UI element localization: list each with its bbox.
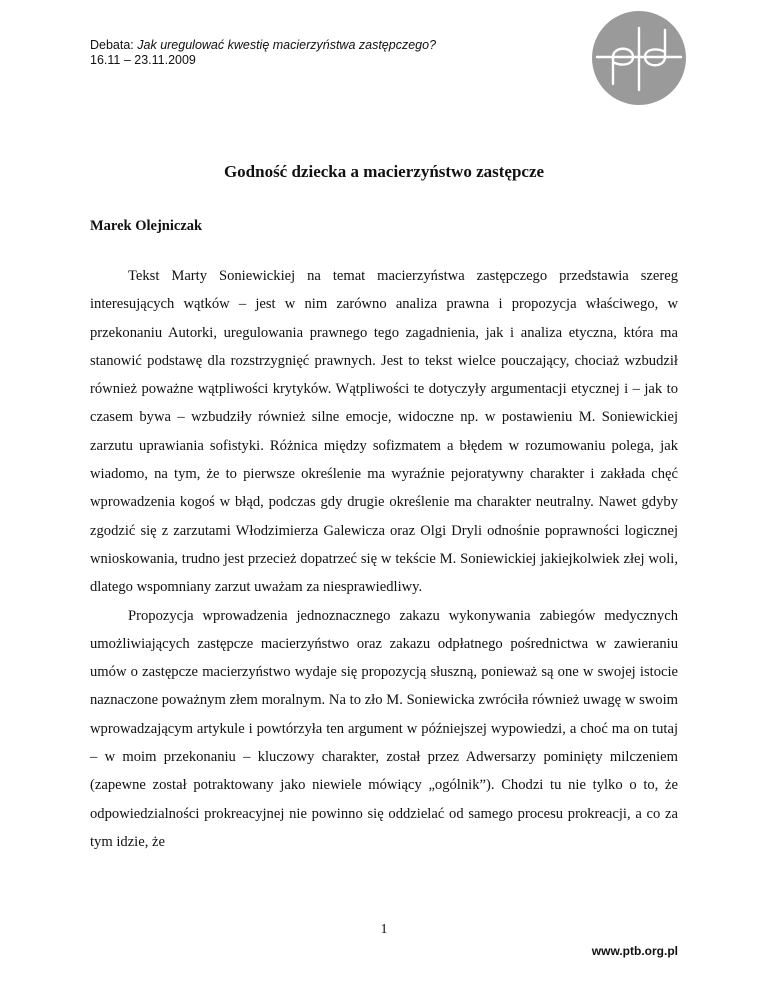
paragraph: Tekst Marty Soniewickiej na temat macierzyństwa zastępczego przedstawia szereg interesujących wątków – jest w nim zarówno analiza prawna i propozycja właściwego, w przekonaniu Autorki, uregulowania prawnego tego zagadnienia, jak i analiza etyczna, która ma stanowić podstawę dla rozstrzygnięć prawnych. Jest to tekst wielce pouczający, chociaż wzbudził również poważne wątpliwości krytyków. Wątpliwości te dotyczyły argumentacji etycznej i – jak to czasem bywa – wzbudziły również silne emocje, widoczne np. w postawieniu M. Soniewickiej zarzutu uprawiania sofistyki. Różnica między sofizmatem a błędem w rozumowaniu polega, jak wiadomo, na tym, że to pierwsze określenie ma wyraźnie pejoratywny charakter i zakłada chęć wprowadzenia kogoś w błąd, podczas gdy drugie określenie ma charakter neutralny. Nawet gdyby zgodzić się z zarzutami Włodzimierza Galewicza oraz Olgi Dryli odnośnie poprawności logicznej wnioskowania, trudno jest przecież dopatrzeć się w tekście M. Soniewickiej jakiejkolwiek złej woli, dlatego wspomniany zarzut uważam za niesprawiedliwy.	[90, 268, 678, 596]
paragraph: Propozycja wprowadzenia jednoznacznego zakazu wykonywania zabiegów medycznych umożliwiających zastępcze macierzyństwo oraz zakazu odpłatnego pośrednictwa w zawieraniu umów o zastępcze macierzyństwo wydaje się propozycją słuszną, ponieważ są one w swojej istocie naznaczone poważnym złem moralnym. Na to zło M. Soniewicka zwróciła również uwagę w swoim wprowadzającym artykule i powtórzyła ten argument w późniejszej wypowiedzi, a choć ma on tutaj – w moim przekonaniu – kluczowy charakter, został przez Adwersarzy pominięty milczeniem (zapewne został potraktowany jako niewiele mówiący „ogólnik”). Chodzi tu nie tylko o to, że odpowiedzialności prokreacyjnej nie powinno się oddzielać od samego procesu prokreacji, a co za tym idzie, że	[90, 607, 678, 850]
website-url: www.ptb.org.pl	[591, 944, 678, 958]
article-body	[90, 262, 678, 856]
article-title: Godność dziecka a macierzyństwo zastępcze	[223, 162, 545, 181]
ptb-logo	[591, 10, 687, 106]
debate-line	[90, 38, 436, 53]
debate-dates: 16.11 – 23.11.2009	[90, 53, 196, 67]
debate-topic: Jak uregulować kwestię macierzyństwa zastępczego?	[137, 38, 437, 52]
article-author: Marek Olejniczak	[90, 218, 203, 234]
page-number: 1	[380, 922, 388, 937]
debate-prefix: Debata:	[90, 38, 138, 52]
document-header	[90, 38, 436, 68]
